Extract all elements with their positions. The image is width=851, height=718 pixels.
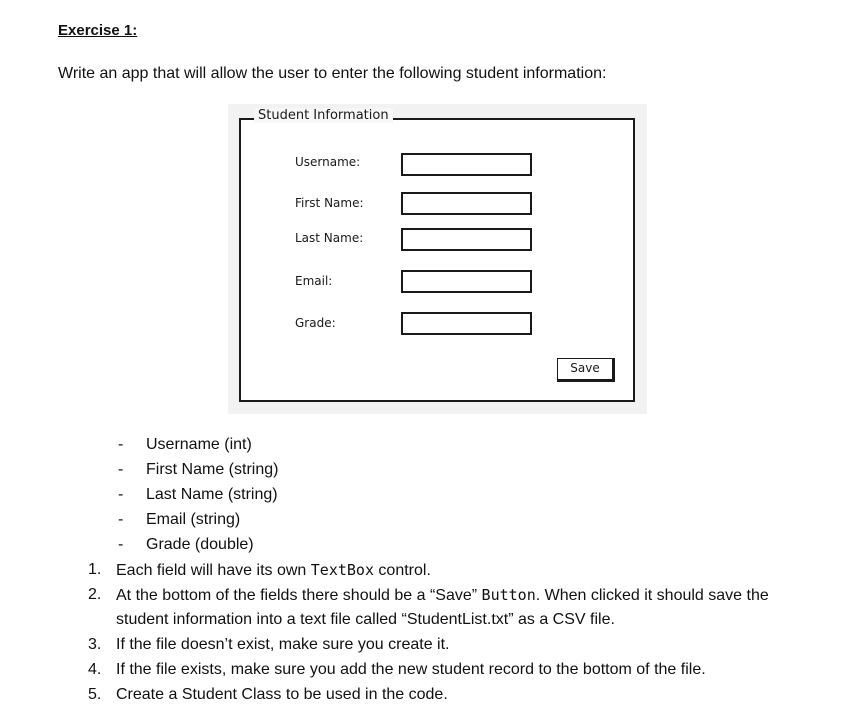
step-number: 4.: [88, 661, 102, 678]
first-name-textbox[interactable]: [401, 192, 532, 215]
step-number: 1.: [88, 561, 102, 578]
bullet-text: First Name (string): [146, 461, 279, 478]
username-textbox[interactable]: [401, 153, 532, 176]
code-textbox: TextBox: [310, 561, 374, 579]
step-number: 2.: [88, 586, 102, 603]
email-textbox[interactable]: [401, 270, 532, 293]
bullet-dash: -: [118, 486, 124, 503]
step-number: 5.: [88, 686, 102, 703]
last-name-textbox[interactable]: [401, 228, 532, 251]
bullet-text: Last Name (string): [146, 486, 278, 503]
step-number: 3.: [88, 636, 102, 653]
step-text: Each field will have its own TextBox control.: [116, 561, 431, 579]
step-text: If the file doesn’t exist, make sure you create it.: [116, 636, 450, 653]
code-button: Button: [481, 586, 536, 604]
form-legend: Student Information: [254, 108, 393, 123]
student-form-mockup: [228, 104, 647, 414]
exercise-heading: Exercise 1:: [58, 22, 138, 39]
intro-paragraph: Write an app that will allow the user to enter the following student information:: [58, 65, 607, 82]
form-frame: [239, 118, 635, 402]
username-label: Username:: [295, 155, 361, 169]
bullet-text: Email (string): [146, 511, 241, 528]
step-text: If the file exists, make sure you add the new student record to the bottom of the file.: [116, 661, 706, 678]
bullet-text: Grade (double): [146, 536, 254, 553]
bullet-dash: -: [118, 511, 124, 528]
save-button[interactable]: Save: [557, 358, 615, 382]
step-text: student information into a text file called “StudentList.txt” as a CSV file.: [116, 611, 615, 628]
grade-textbox[interactable]: [401, 312, 532, 335]
step-text: At the bottom of the fields there should be a “Save” Button. When clicked it should save the: [116, 586, 769, 604]
bullet-dash: -: [118, 536, 124, 553]
bullet-dash: -: [118, 436, 124, 453]
email-label: Email:: [295, 274, 333, 288]
step-text: Create a Student Class to be used in the code.: [116, 686, 448, 703]
bullet-text: Username (int): [146, 436, 252, 453]
last-name-label: Last Name:: [295, 231, 364, 245]
bullet-dash: -: [118, 461, 124, 478]
first-name-label: First Name:: [295, 196, 364, 210]
grade-label: Grade:: [295, 316, 336, 330]
